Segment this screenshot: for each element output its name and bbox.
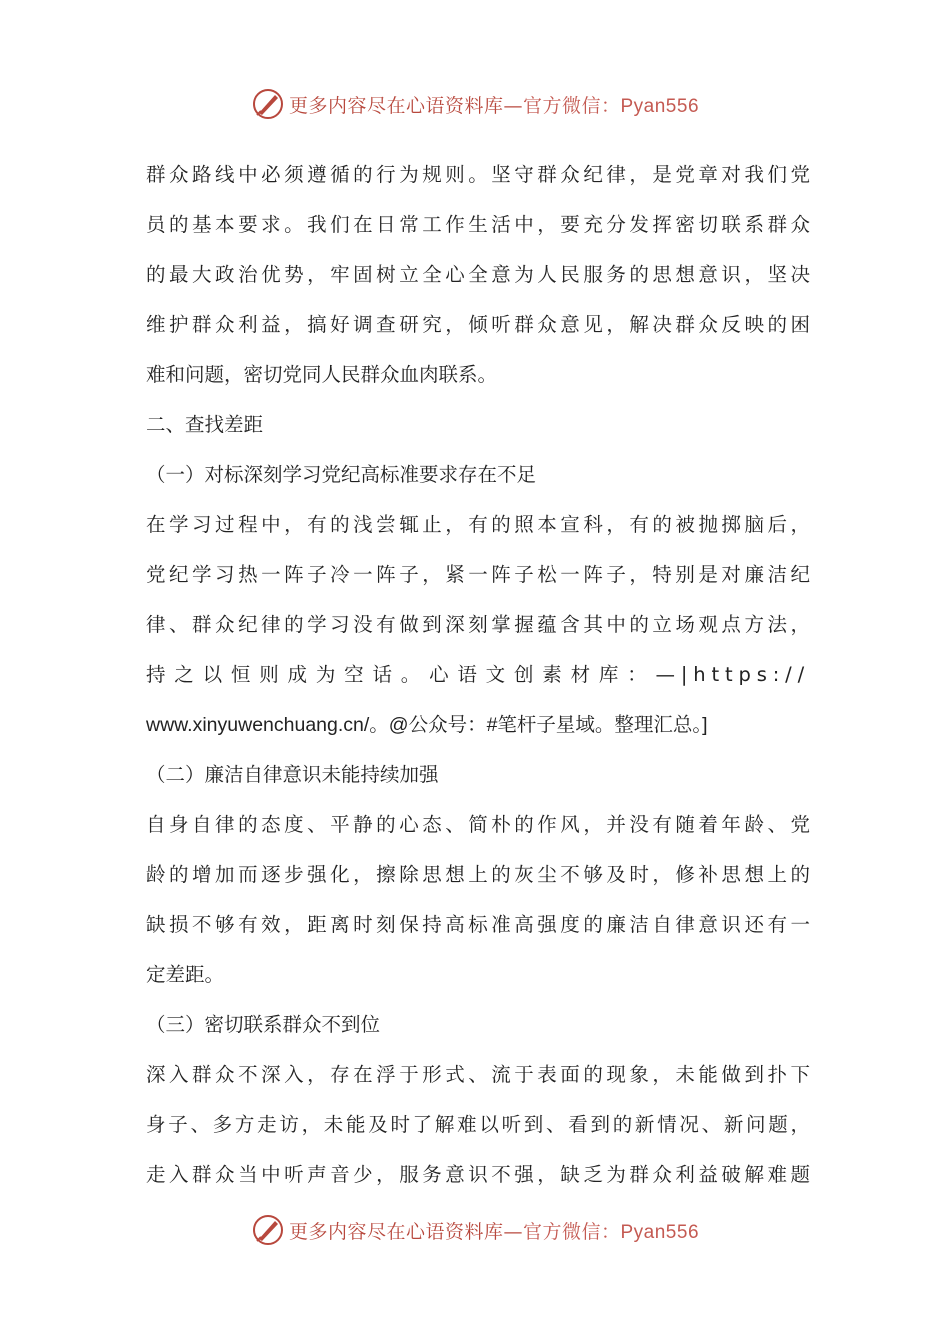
footer-text	[289, 1217, 699, 1244]
text-line: 员的基本要求。我们在日常工作生活中，要充分发挥密切联系群众	[146, 213, 810, 236]
header-dash: —	[503, 94, 523, 117]
text-line: 缺损不够有效，距离时刻保持高标准高强度的廉洁自律意识还有一	[146, 913, 810, 936]
text-line: 律、群众纪律的学习没有做到深刻掌握蕴含其中的立场观点方法，	[146, 613, 810, 636]
footer-contact-label: 官方微信：	[522, 1220, 621, 1243]
header-brand: 更多内容尽在心语资料库	[288, 94, 504, 117]
text-line: 难和问题，密切党同人民群众血肉联系。	[146, 363, 498, 386]
header-text	[289, 91, 699, 118]
footer-brand: 更多内容尽在心语资料库	[288, 1220, 504, 1243]
feather-pen-logo-icon	[251, 87, 285, 121]
subsection-heading: （三）密切联系群众不到位	[146, 1013, 381, 1036]
footer-banner	[0, 1210, 950, 1250]
text-line: 持之以恒则成为空话。心语文创素材库：—|https://	[146, 663, 810, 686]
section-heading: 二、查找差距	[146, 413, 264, 436]
header-contact-label: 官方微信：	[522, 94, 621, 117]
footer-dash: —	[503, 1220, 523, 1243]
text-line: 深入群众不深入，存在浮于形式、流于表面的现象，未能做到扑下	[146, 1063, 810, 1086]
text-line: 龄的增加而逐步强化，擦除思想上的灰尘不够及时，修补思想上的	[146, 863, 810, 886]
document-body	[146, 150, 810, 1200]
text-line: 在学习过程中，有的浅尝辄止，有的照本宣科，有的被抛掷脑后，	[146, 513, 810, 536]
text-line: 党纪学习热一阵子冷一阵子，紧一阵子松一阵子，特别是对廉洁纪	[146, 563, 810, 586]
text-line: 自身自律的态度、平静的心态、简朴的作风，并没有随着年龄、党	[146, 813, 810, 836]
text-line: 维护群众利益，搞好调查研究，倾听群众意见，解决群众反映的困	[146, 313, 810, 336]
feather-pen-logo-icon	[251, 1213, 285, 1247]
text-line: 定差距。	[146, 963, 225, 986]
text-line: www.xinyuwenchuang.cn/。@公众号：#笔杆子星域。整理汇总。]	[146, 714, 708, 736]
text-line: 走入群众当中听声音少，服务意识不强，缺乏为群众利益破解难题	[146, 1163, 810, 1186]
text-line: 的最大政治优势，牢固树立全心全意为人民服务的思想意识，坚决	[146, 263, 810, 286]
subsection-heading: （二）廉洁自律意识未能持续加强	[146, 763, 439, 786]
header-handle: Pyan556	[620, 95, 700, 117]
subsection-heading: （一）对标深刻学习党纪高标准要求存在不足	[146, 463, 537, 486]
header-banner	[0, 84, 950, 124]
footer-handle: Pyan556	[620, 1221, 700, 1243]
text-line: 身子、多方走访，未能及时了解难以听到、看到的新情况、新问题，	[146, 1113, 810, 1136]
text-line: 群众路线中必须遵循的行为规则。坚守群众纪律，是党章对我们党	[146, 163, 810, 186]
